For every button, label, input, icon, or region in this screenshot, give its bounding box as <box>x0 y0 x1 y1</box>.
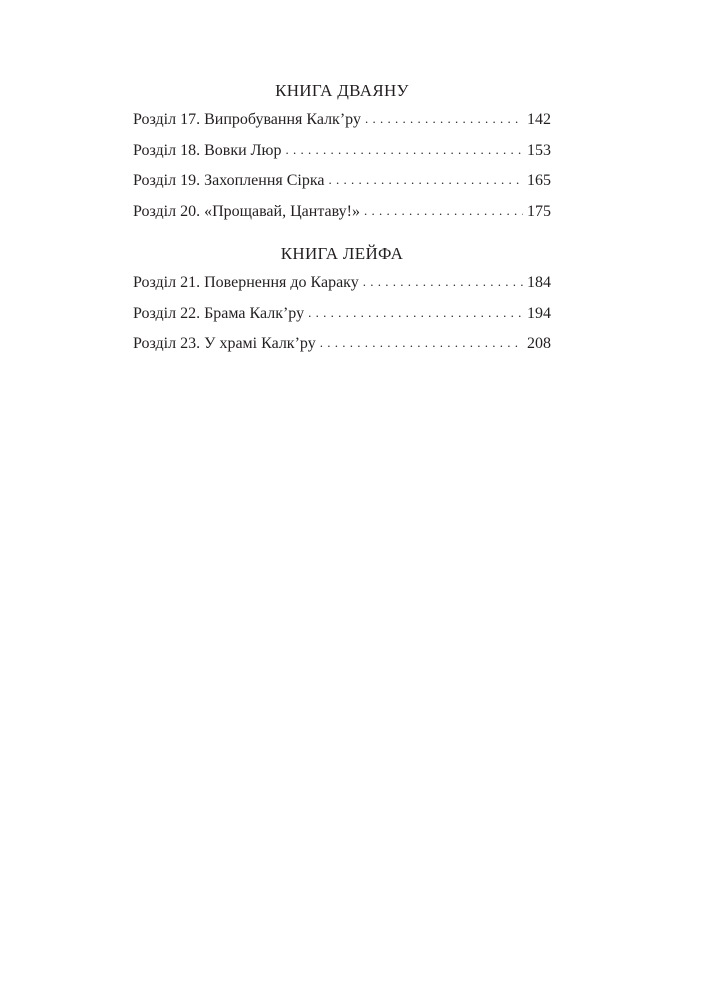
dot-leader <box>329 165 524 196</box>
toc-entry <box>133 105 551 136</box>
chapter-number: Розділ 20. <box>133 202 201 220</box>
table-of-contents <box>133 76 551 360</box>
dot-leader <box>364 196 523 227</box>
chapter-number: Розділ 22. <box>133 304 201 322</box>
section-heading: КНИГА ЛЕЙФА <box>280 244 404 263</box>
page-number: 142 <box>527 111 551 128</box>
toc-entry <box>133 299 551 330</box>
dot-leader <box>363 267 523 298</box>
chapter-number: Розділ 18. <box>133 141 201 159</box>
chapter-title: Захоплення Сірка <box>204 172 325 189</box>
chapter-title: Вовки Люр <box>204 141 282 159</box>
dot-leader <box>308 298 523 329</box>
toc-entry <box>133 166 551 197</box>
toc-entry <box>133 197 551 228</box>
chapter-number: Розділ 19. <box>133 172 201 189</box>
dot-leader <box>365 104 523 135</box>
section-heading: КНИГА ДВАЯНУ <box>275 81 409 100</box>
page-number: 194 <box>527 304 551 322</box>
chapter-title: Брама Калк’ру <box>204 304 305 322</box>
toc-entry <box>133 329 551 360</box>
page-number: 175 <box>527 202 551 220</box>
chapter-title: Випробування Калк’ру <box>204 111 361 128</box>
dot-leader <box>285 135 523 166</box>
chapter-number: Розділ 21. <box>133 274 201 291</box>
page-number: 165 <box>527 172 551 189</box>
page-number: 184 <box>527 274 551 291</box>
chapter-title: У храмі Калк’ру <box>204 335 316 352</box>
page-number: 208 <box>527 335 551 352</box>
chapter-title: «Прощавай, Цантаву!» <box>204 202 360 220</box>
page-number: 153 <box>527 141 551 159</box>
chapter-number: Розділ 23. <box>133 335 201 352</box>
dot-leader <box>320 328 523 359</box>
toc-entry <box>133 136 551 167</box>
chapter-number: Розділ 17. <box>133 111 201 128</box>
chapter-title: Повернення до Караку <box>204 274 359 291</box>
toc-entry <box>133 268 551 299</box>
